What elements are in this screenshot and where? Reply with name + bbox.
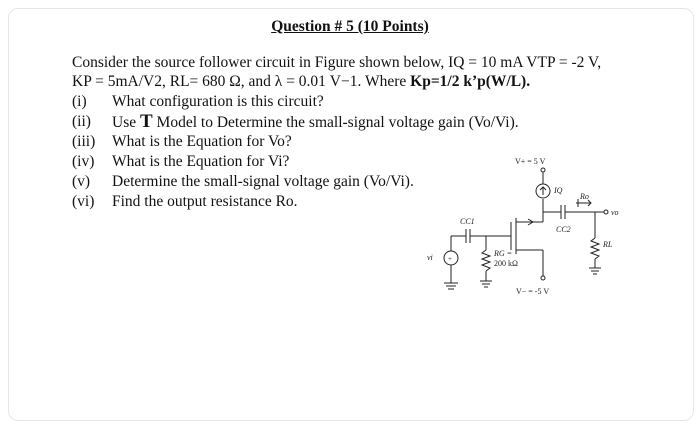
problem-statement [72,53,672,91]
vi-label: vi [427,253,433,262]
item-number: (iii) [72,133,96,150]
cc2-label: CC2 [556,225,571,234]
t-model-letter: T [139,111,153,132]
item-number: (vi) [72,193,95,210]
rg-resistor [482,250,490,271]
rg-value-label: 200 kΩ [494,259,518,268]
vo-label: vo [611,208,619,217]
problem-line-1: Consider the source follower circuit in Figure shown below, IQ = 10 mA VTP = -2 V, [72,54,602,71]
rl-resistor [591,238,599,259]
item-text: What configuration is this circuit? [112,93,324,110]
source-follower-circuit-diagram [410,140,640,300]
item-number: (iv) [72,153,95,170]
item-number: (v) [72,173,91,190]
item-text: What is the Equation for Vo? [112,133,292,150]
item-text: Find the output resistance Ro. [112,193,298,210]
ro-label: Ro [580,192,589,201]
source-plus-sign: + [448,255,452,263]
question-title: Question # 5 (10 Points) [271,18,429,35]
problem-parameters: KP = 5mA/V2, RL= 680 Ω, and λ = 0.01 V−1. Where [72,73,411,90]
rl-label: RL [603,240,613,249]
vplus-label: V+ = 5 V [515,157,546,166]
item-text-prefix: Use [112,114,140,131]
kp-definition: Kp=1/2 k’p(W/L). [410,73,531,90]
item-number: (i) [72,93,87,110]
item-text [112,112,519,133]
item-text: What is the Equation for Vi? [112,153,290,170]
rg-name-label: RG = [494,249,513,258]
cc1-label: CC1 [460,217,475,226]
item-number: (ii) [72,113,91,130]
problem-line-2 [72,72,672,91]
iq-label: IQ [554,186,563,195]
item-text-rest: Model to Determine the small-signal voltage gain (Vo/Vi). [152,114,519,131]
vminus-label: V− = -5 V [516,287,550,296]
item-text: Determine the small-signal voltage gain (Vo/Vi). [112,173,414,190]
vo-terminal [604,210,608,214]
